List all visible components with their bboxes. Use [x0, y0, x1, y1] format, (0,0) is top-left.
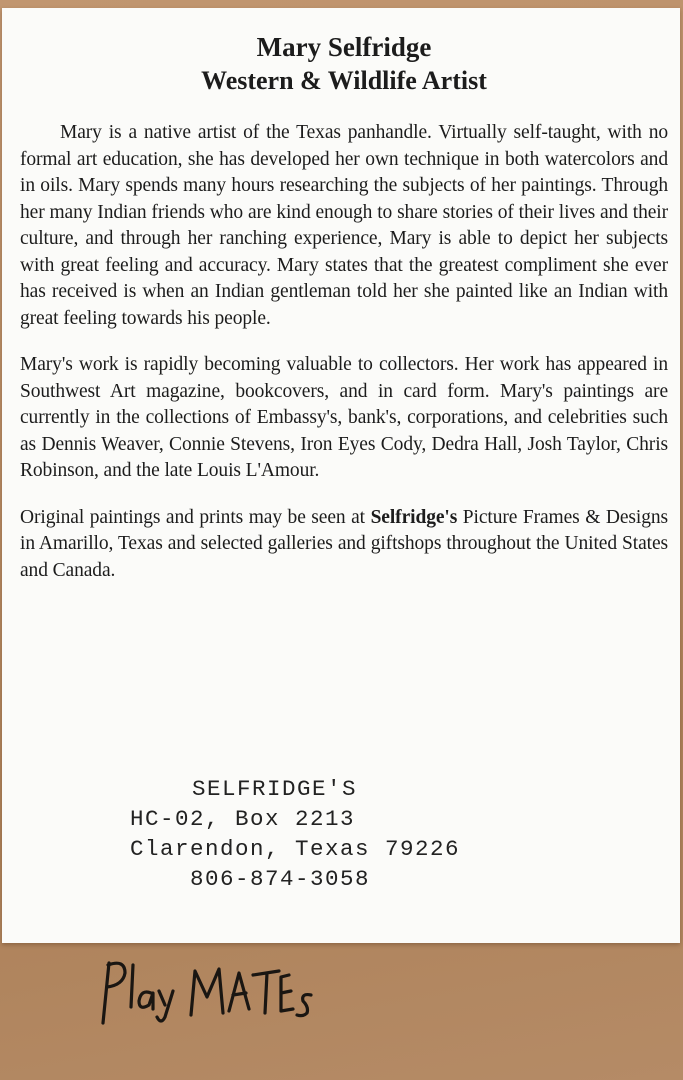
artist-bio-card: [2, 8, 680, 943]
gallery-name: Selfridge's: [370, 506, 458, 528]
bio-paragraph-3: [20, 505, 668, 585]
mailing-address: [112, 774, 460, 894]
handwriting-text: Play Mates: [95, 945, 100, 946]
handwritten-title-play-mates: [95, 945, 355, 1035]
bio-paragraph-2: Mary's work is rapidly becoming valuable to collectors. Her work has appeared in Southwest Art magazine, bookcovers, and in card form. Mary's paintings are currently in the collections of Embassy's, bank's, corporations, and celebrities such as Dennis Weaver, Connie Stevens, Iron Eyes Cody, Dedra Hall, Josh Taylor, Chris Robinson, and the late Louis L'Amour.: [20, 354, 668, 481]
paragraph-3-start: Original paintings and prints may be seen at: [20, 506, 371, 528]
address-city-state-zip: Clarendon, Texas 79226: [130, 836, 461, 862]
bio-paragraph-1: Mary is a native artist of the Texas panhandle. Virtually self-taught, with no formal art education, she has developed her own technique in both watercolors and in oils. Mary spends many hours researching the subjects of her paintings. Through her many Indian friends who are kind enough to share stories of their lives and their culture, and through her ranching experience, Mary is able to depict her subjects with great feeling and accuracy. Mary states that the greatest compliment she ever has received is when an Indian gentleman told her she painted like an Indian with great feeling towards his people.: [20, 122, 668, 329]
address-phone: 806-874-3058: [190, 866, 371, 892]
address-street: HC-02, Box 2213: [130, 806, 356, 832]
artist-subtitle: Western & Wildlife Artist: [201, 66, 487, 95]
paragraph-3-end: Picture Frames & Designs in Amarillo, Texas and selected galleries and giftshops throughout the United States and Canada.: [20, 506, 668, 581]
artist-name-title: Mary Selfridge: [256, 32, 432, 62]
address-business-name: SELFRIDGE'S: [192, 776, 358, 802]
